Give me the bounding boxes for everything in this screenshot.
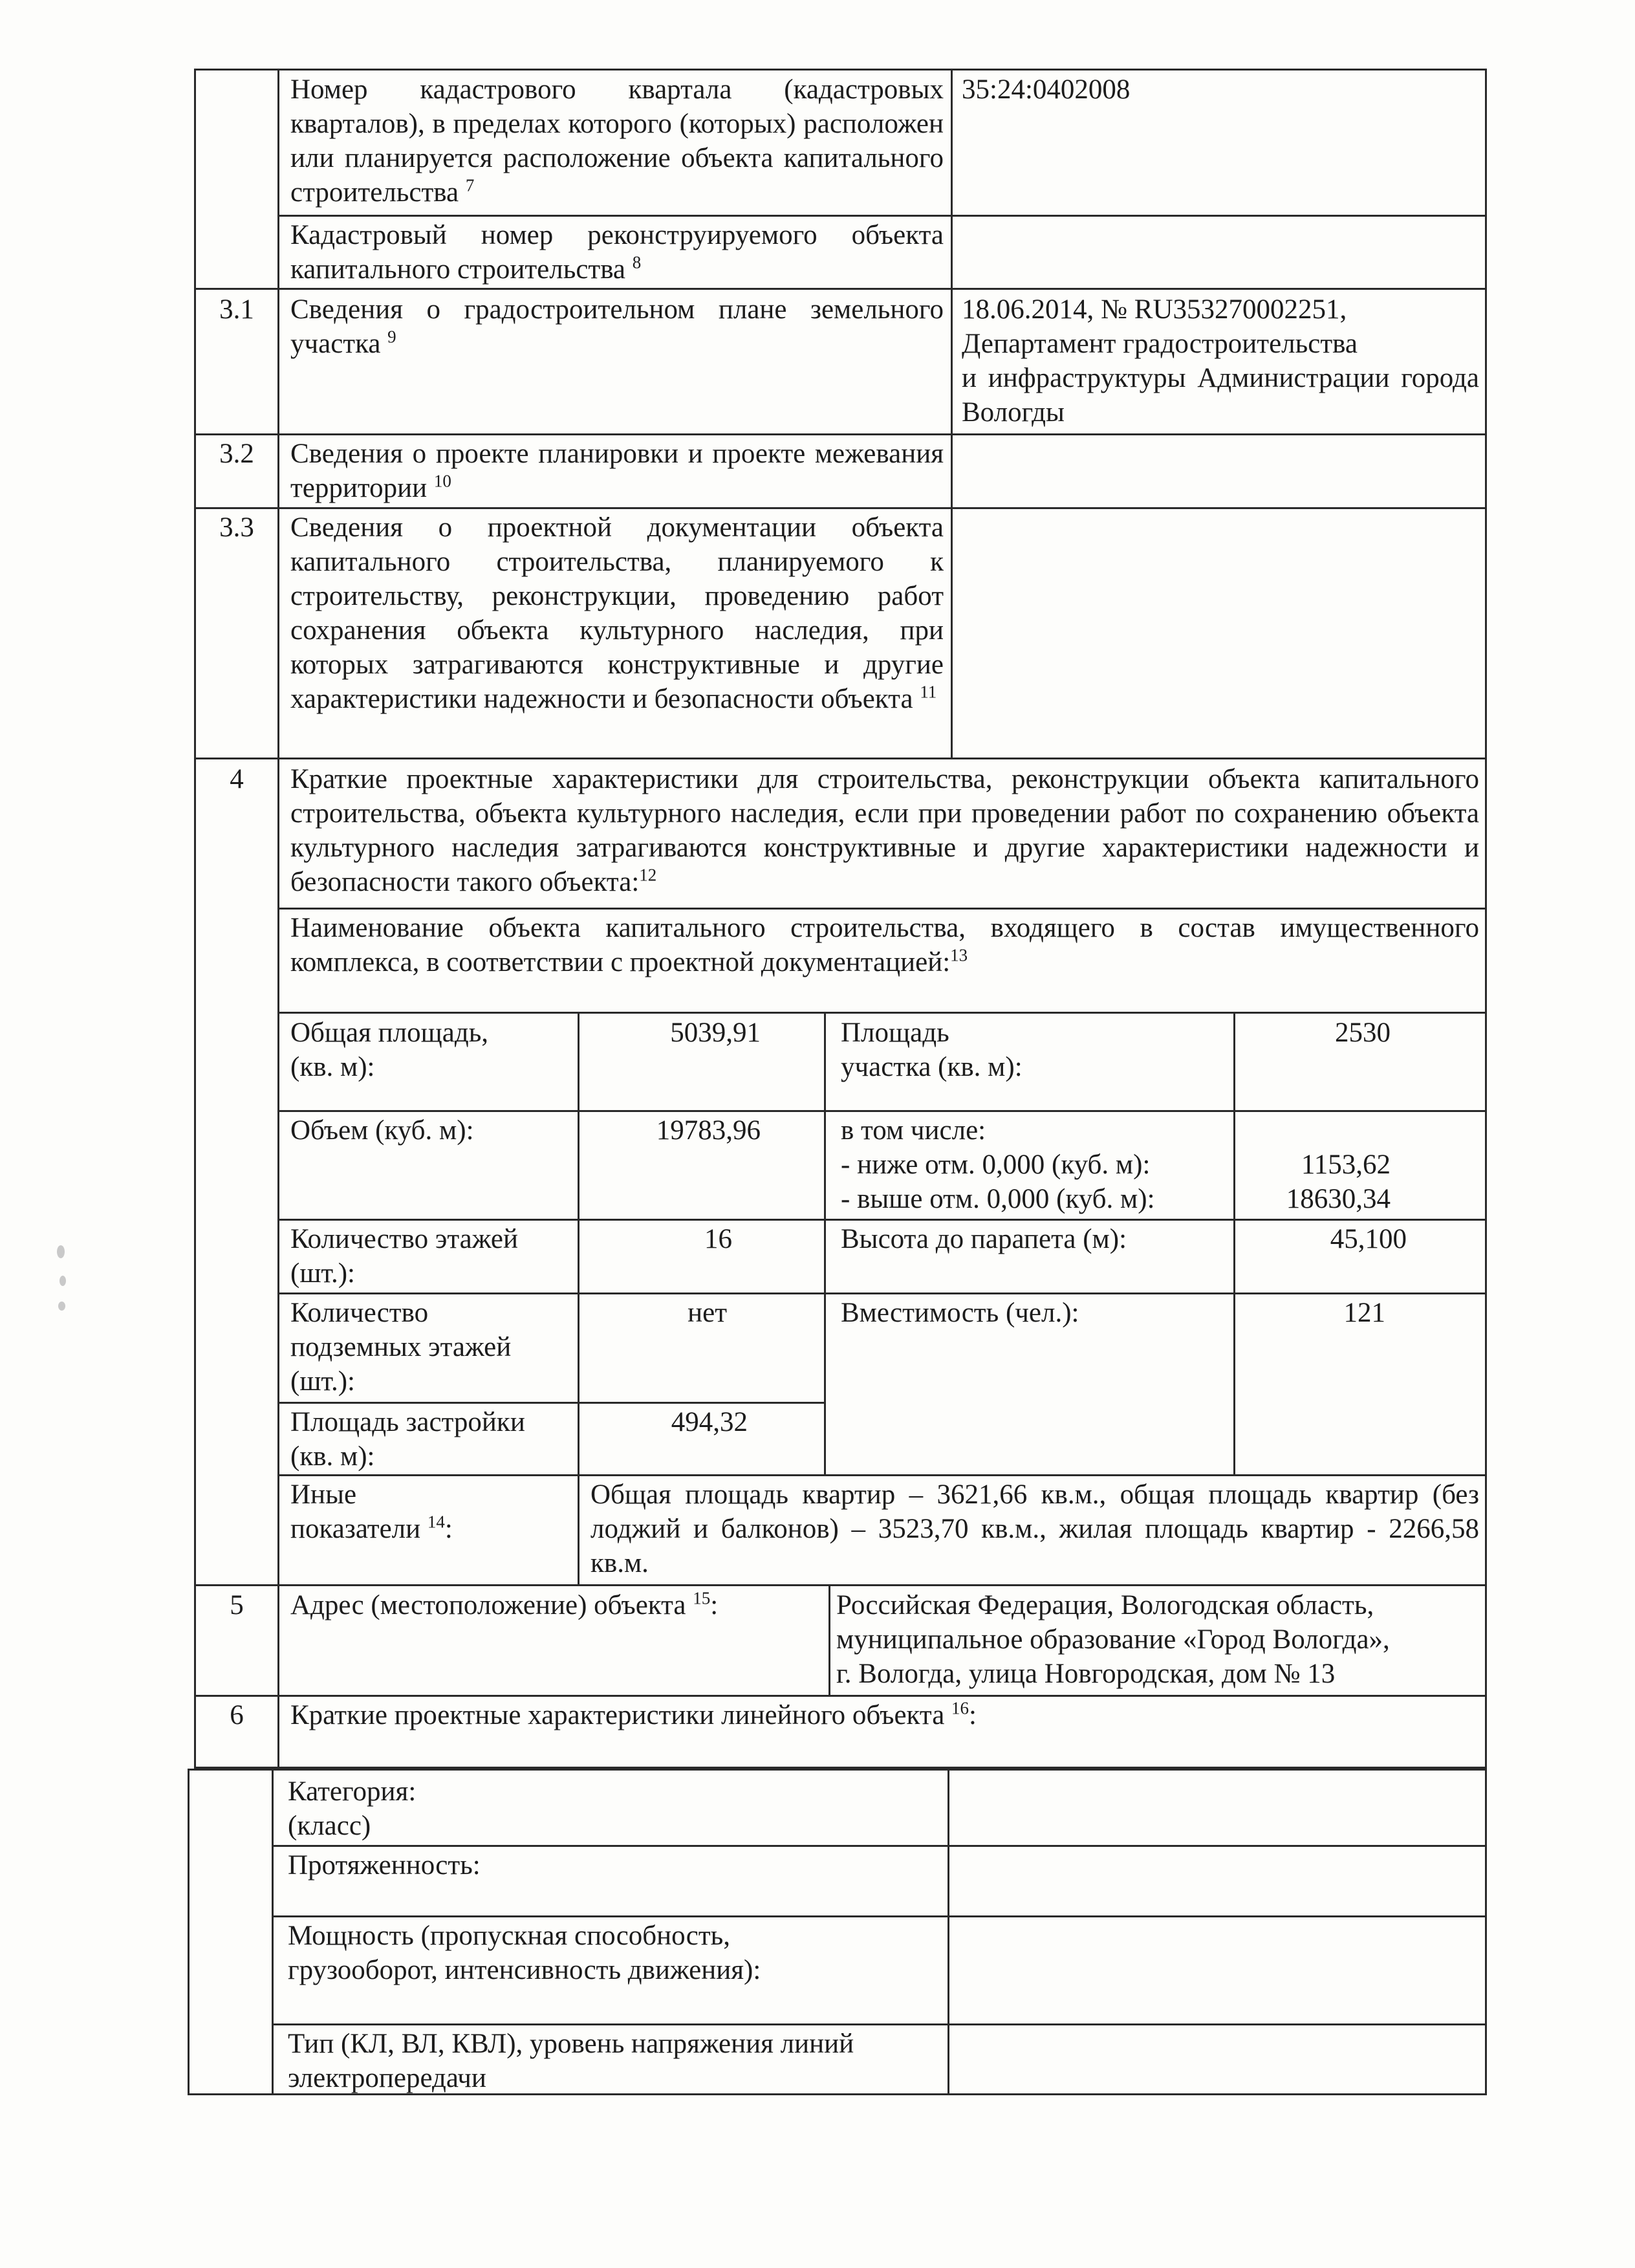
object-name-label: Наименование объекта капитального строительства, входящего в состав имущественного комплекса, в соответствии с проектной документацией:$^{13}$ (290, 913, 1479, 977)
planning-project-label: Сведения о проекте планировки и проекте межевания территории $^{10}$ (290, 439, 944, 503)
power-line-type-label: Тип (КЛ, ВЛ, КВЛ), уровень напряжения линий электропередачи (288, 2029, 854, 2093)
underground-floors-value: нет (688, 1298, 727, 1328)
scan-speck (57, 1245, 65, 1258)
underground-floors-label: Количество подземных этажей (шт.): (290, 1298, 512, 1397)
volume-below-value: 1153,62 (1301, 1150, 1391, 1180)
total-area-label: Общая площадь, (кв. м): (290, 1018, 489, 1082)
cadastral-quarter-value: 35:24:0402008 (962, 74, 1131, 105)
parapet-height-value: 45,100 (1330, 1224, 1407, 1254)
volume-above-value: 18630,34 (1286, 1184, 1391, 1214)
capacity-value: 121 (1343, 1298, 1385, 1328)
address-value-line-3: г. Вологда, улица Новгородская, дом № 13 (836, 1659, 1336, 1689)
row-number: 5 (230, 1590, 244, 1620)
address-value-line-1: Российская Федерация, Вологодская область, (836, 1590, 1374, 1620)
capacity-throughput-label: Мощность (пропускная способность, грузооборот, интенсивность движения): (288, 1921, 761, 1985)
category-label: Категория: (класс) (288, 1776, 417, 1841)
urban-plan-value-line-2: Департамент градостроительства (962, 329, 1358, 359)
address-label: Адрес (местоположение) объекта $^{15}$: (290, 1588, 719, 1620)
linear-object-label: Краткие проектные характеристики линейного объекта $^{16}$: (290, 1698, 977, 1730)
built-area-label: Площадь застройки (кв. м): (290, 1407, 525, 1472)
project-documentation-label: Сведения о проектной документации объекта капитального строительства, планируемого к строительству, реконструкции, проведению работ сохранения объекта культурного наследия, при которых затрагиваются конструктивные и другие характеристики надежности и безопасности объекта $^{11}$ (290, 512, 944, 714)
cadastral-quarter-label: Номер кадастрового квартала (кадастровых кварталов), в пределах которого (которых) расположен или планируется расположение объекта капитального строительства $^7$ (290, 74, 944, 208)
address-value-line-2: муниципальное образование «Город Вологда», (836, 1624, 1390, 1655)
scan-speck (60, 1276, 66, 1286)
capacity-label: Вместимость (чел.): (841, 1298, 1079, 1328)
scan-speck (58, 1302, 65, 1311)
other-indicators-value: Общая площадь квартир – 3621,66 кв.м., общая площадь квартир (без лоджий и балконов) – 3523,70 кв.м., жилая площадь квартир - 2266,58 кв.м. (590, 1479, 1479, 1578)
plot-area-label: Площадь участка (кв. м): (841, 1018, 1023, 1082)
built-area-value: 494,32 (671, 1407, 748, 1437)
floors-label: Количество этажей (шт.): (290, 1224, 518, 1289)
volume-label: Объем (куб. м): (290, 1115, 474, 1146)
volume-breakdown-label: в том числе: - ниже отм. 0,000 (куб. м): - выше отм. 0,000 (куб. м): (841, 1115, 1155, 1214)
urban-plan-label: Сведения о градостроительном плане земельного участка $^9$ (290, 294, 944, 359)
urban-plan-value-line-1: 18.06.2014, № RU353270002251, (962, 294, 1347, 325)
volume-value: 19783,96 (656, 1115, 761, 1146)
section-4-title: Краткие проектные характеристики для строительства, реконструкции объекта капитального строительства, объекта культурного наследия, если при проведении работ по сохранению объекта культурного наследия затрагиваются конструктивные и другие характеристики надежности и безопасности такого объекта:$^{12}$ (290, 764, 1479, 897)
cadastral-number-label: Кадастровый номер реконструируемого объекта капитального строительства $^8$ (290, 220, 944, 285)
parapet-height-label: Высота до парапета (м): (841, 1224, 1127, 1254)
plot-area-value: 2530 (1335, 1018, 1391, 1048)
row-number: 4 (230, 764, 244, 794)
row-number: 3.3 (219, 512, 254, 543)
row-number: 3.1 (219, 294, 254, 325)
total-area-value: 5039,91 (670, 1018, 761, 1048)
length-label: Протяженность: (288, 1850, 481, 1881)
row-number: 6 (230, 1700, 244, 1730)
other-indicators-label: Иные показатели $^{14}$: (290, 1479, 453, 1544)
urban-plan-value-line-3: и инфраструктуры Администрации города Вологды (962, 363, 1479, 428)
row-number: 3.2 (219, 439, 254, 469)
floors-value: 16 (704, 1224, 732, 1254)
